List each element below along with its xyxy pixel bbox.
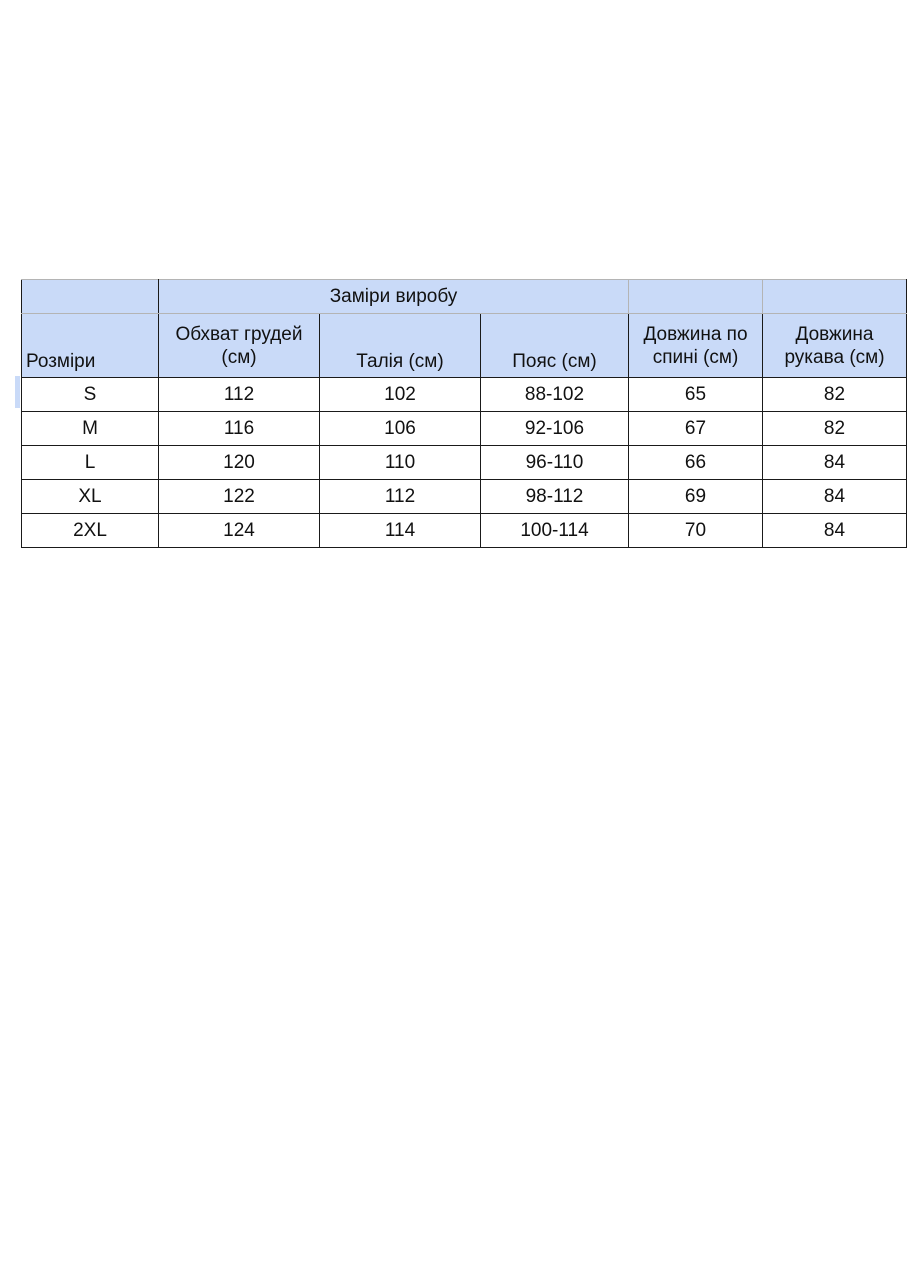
size-chart bbox=[21, 279, 907, 548]
waist-cell[interactable]: 110 bbox=[320, 446, 481, 480]
back-length-cell[interactable]: 65 bbox=[629, 378, 763, 412]
column-header-chest[interactable]: Обхват грудей (см) bbox=[159, 314, 320, 378]
chest-cell[interactable]: 120 bbox=[159, 446, 320, 480]
sleeve-length-cell[interactable]: 82 bbox=[763, 378, 907, 412]
sleeve-length-cell[interactable]: 84 bbox=[763, 446, 907, 480]
waist-cell[interactable]: 114 bbox=[320, 514, 481, 548]
table-row bbox=[22, 514, 907, 548]
selected-row-marker bbox=[15, 376, 20, 408]
belt-cell[interactable]: 98-112 bbox=[481, 480, 629, 514]
column-header-waist[interactable]: Талія (см) bbox=[320, 314, 481, 378]
chest-cell[interactable]: 124 bbox=[159, 514, 320, 548]
title-cell-empty[interactable] bbox=[629, 280, 763, 314]
table-row bbox=[22, 480, 907, 514]
size-cell[interactable]: L bbox=[22, 446, 159, 480]
table-row bbox=[22, 412, 907, 446]
sleeve-length-cell[interactable]: 82 bbox=[763, 412, 907, 446]
size-cell[interactable]: 2XL bbox=[22, 514, 159, 548]
table-row bbox=[22, 446, 907, 480]
size-table bbox=[21, 279, 907, 548]
waist-cell[interactable]: 106 bbox=[320, 412, 481, 446]
sleeve-length-cell[interactable]: 84 bbox=[763, 480, 907, 514]
column-header-size[interactable]: Розміри bbox=[22, 314, 159, 378]
back-length-cell[interactable]: 66 bbox=[629, 446, 763, 480]
size-cell[interactable]: S bbox=[22, 378, 159, 412]
table-title[interactable]: Заміри виробу bbox=[159, 280, 629, 314]
column-header-sleeve-length[interactable]: Довжина рукава (см) bbox=[763, 314, 907, 378]
size-cell[interactable]: XL bbox=[22, 480, 159, 514]
table-header-row bbox=[22, 314, 907, 378]
back-length-cell[interactable]: 70 bbox=[629, 514, 763, 548]
title-cell-empty[interactable] bbox=[763, 280, 907, 314]
table-row bbox=[22, 378, 907, 412]
chest-cell[interactable]: 112 bbox=[159, 378, 320, 412]
back-length-cell[interactable]: 69 bbox=[629, 480, 763, 514]
belt-cell[interactable]: 92-106 bbox=[481, 412, 629, 446]
table-title-row bbox=[22, 280, 907, 314]
chest-cell[interactable]: 122 bbox=[159, 480, 320, 514]
column-header-belt[interactable]: Пояс (см) bbox=[481, 314, 629, 378]
size-cell[interactable]: M bbox=[22, 412, 159, 446]
chest-cell[interactable]: 116 bbox=[159, 412, 320, 446]
belt-cell[interactable]: 88-102 bbox=[481, 378, 629, 412]
waist-cell[interactable]: 102 bbox=[320, 378, 481, 412]
waist-cell[interactable]: 112 bbox=[320, 480, 481, 514]
back-length-cell[interactable]: 67 bbox=[629, 412, 763, 446]
belt-cell[interactable]: 96-110 bbox=[481, 446, 629, 480]
sleeve-length-cell[interactable]: 84 bbox=[763, 514, 907, 548]
column-header-back-length[interactable]: Довжина по спині (см) bbox=[629, 314, 763, 378]
belt-cell[interactable]: 100-114 bbox=[481, 514, 629, 548]
title-cell-empty[interactable] bbox=[22, 280, 159, 314]
